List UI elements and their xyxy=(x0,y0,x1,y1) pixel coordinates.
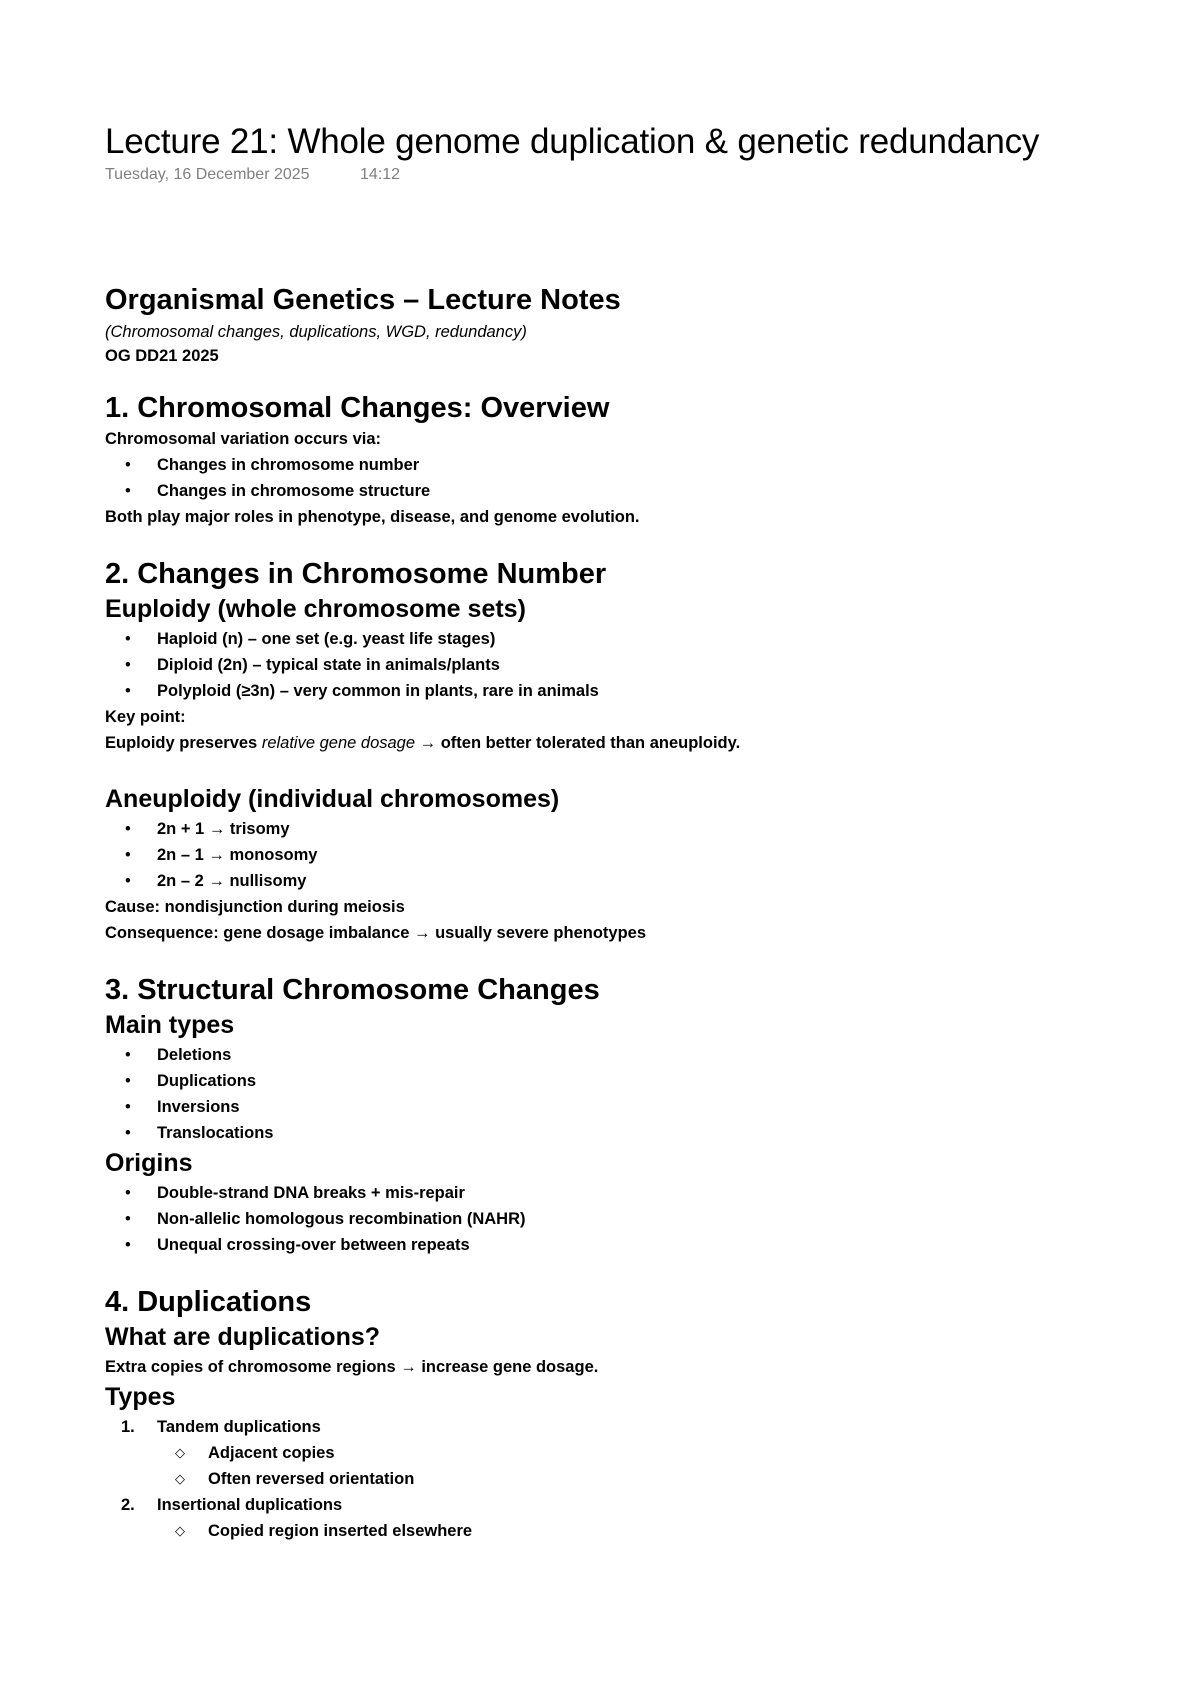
section-heading: 1. Chromosomal Changes: Overview xyxy=(105,392,610,424)
list-item xyxy=(105,1414,1105,1440)
list-item: • Translocations xyxy=(105,1120,1105,1146)
list-item: • Inversions xyxy=(105,1094,1105,1120)
bullet-list xyxy=(105,1042,1105,1146)
lecture-title: Lecture 21: Whole genome duplication & genetic redundancy xyxy=(105,122,1040,161)
paragraph: Both play major roles in phenotype, disease, and genome evolution. xyxy=(105,508,640,526)
document-title: Organismal Genetics – Lecture Notes xyxy=(105,284,621,316)
bullet-list xyxy=(105,816,1105,894)
list-item: • 2n + 1 → trisomy xyxy=(105,816,1105,842)
list-number: 1. xyxy=(121,1418,135,1436)
list-item: • 2n – 2 → nullisomy xyxy=(105,868,1105,894)
key-point-text xyxy=(105,730,1105,756)
list-item: • Changes in chromosome number xyxy=(105,452,1105,478)
subsection-heading: Aneuploidy (individual chromosomes) xyxy=(105,785,560,813)
section-aneuploidy xyxy=(105,782,1105,946)
sub-list-item: ◇ Copied region inserted elsewhere xyxy=(105,1518,1105,1544)
paragraph: Cause: nondisjunction during meiosis xyxy=(105,898,405,916)
text-run: Euploidy preserves xyxy=(105,734,262,752)
subsection-heading: Origins xyxy=(105,1149,193,1177)
paragraph: Consequence: gene dosage imbalance → usually severe phenotypes xyxy=(105,924,647,942)
subsection-heading: Euploidy (whole chromosome sets) xyxy=(105,595,526,623)
section-structural-changes xyxy=(105,972,1105,1258)
list-item: • Duplications xyxy=(105,1068,1105,1094)
bullet-list xyxy=(105,452,1105,504)
section-duplications xyxy=(105,1284,1105,1544)
list-item: • Deletions xyxy=(105,1042,1105,1068)
subsection-heading: What are duplications? xyxy=(105,1323,381,1351)
list-number: 2. xyxy=(121,1496,135,1514)
sub-list-item: ◇ Often reversed orientation xyxy=(105,1466,1105,1492)
section-chromosome-number xyxy=(105,556,1105,756)
paragraph: Extra copies of chromosome regions → increase gene dosage. xyxy=(105,1358,599,1376)
page xyxy=(105,120,1105,1544)
document-subtitle: (Chromosomal changes, duplications, WGD, redundancy) xyxy=(105,323,527,341)
numbered-list xyxy=(105,1414,1105,1544)
list-item: • Changes in chromosome structure xyxy=(105,478,1105,504)
page-date: Tuesday, 16 December 2025 xyxy=(105,166,310,183)
section-heading: 3. Structural Chromosome Changes xyxy=(105,974,600,1006)
list-item-label: Tandem duplications xyxy=(157,1418,321,1436)
list-item: • Double-strand DNA breaks + mis-repair xyxy=(105,1180,1105,1206)
list-item-label: Insertional duplications xyxy=(157,1496,343,1514)
list-item: • Polyploid (≥3n) – very common in plants, rare in animals xyxy=(105,678,1105,704)
sub-list-item: ◇ Adjacent copies xyxy=(105,1440,1105,1466)
list-item: • Haploid (n) – one set (e.g. yeast life stages) xyxy=(105,626,1105,652)
list-item xyxy=(105,1492,1105,1518)
section-heading: 2. Changes in Chromosome Number xyxy=(105,558,607,590)
list-item: • Non-allelic homologous recombination (NAHR) xyxy=(105,1206,1105,1232)
emphasis-text: relative gene dosage xyxy=(261,734,416,752)
list-item: • Diploid (2n) – typical state in animals/plants xyxy=(105,652,1105,678)
paragraph: Chromosomal variation occurs via: xyxy=(105,430,381,448)
list-item: • 2n – 1 → monosomy xyxy=(105,842,1105,868)
section-overview xyxy=(105,390,1105,530)
bullet-list xyxy=(105,626,1105,704)
page-time: 14:12 xyxy=(360,166,401,183)
bullet-list xyxy=(105,1180,1105,1258)
text-run: → often better tolerated than aneuploidy. xyxy=(415,734,741,752)
page-meta xyxy=(105,166,1105,186)
list-item: • Unequal crossing-over between repeats xyxy=(105,1232,1105,1258)
section-heading: 4. Duplications xyxy=(105,1286,312,1318)
subsection-heading: Types xyxy=(105,1383,176,1411)
key-point-label: Key point: xyxy=(105,708,186,726)
subsection-heading: Main types xyxy=(105,1011,235,1039)
document-code: OG DD21 2025 xyxy=(105,347,219,365)
